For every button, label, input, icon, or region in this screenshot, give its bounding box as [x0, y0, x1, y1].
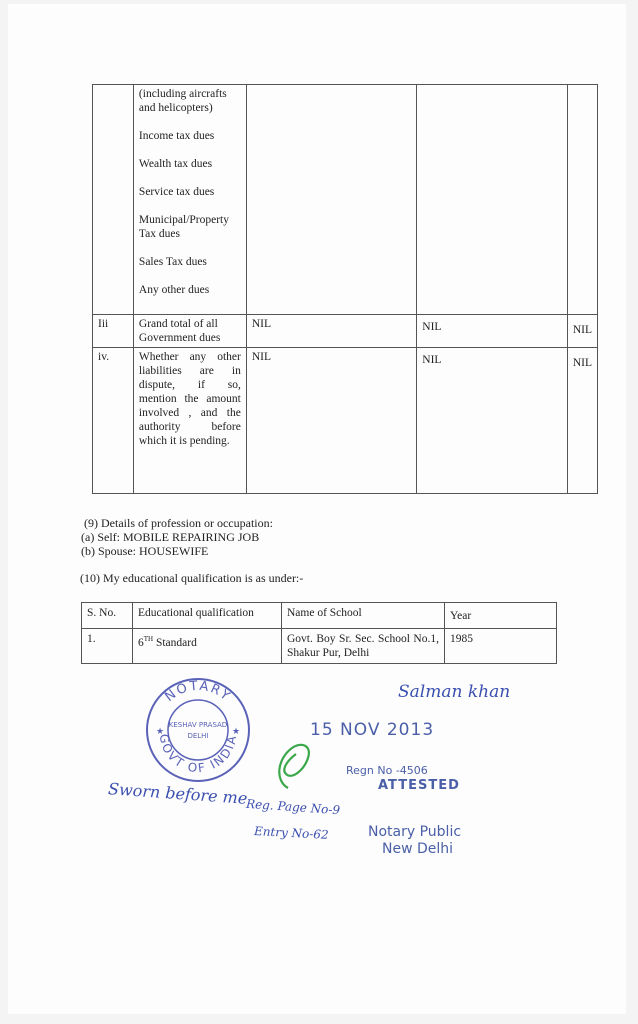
- column-header: Educational qualification: [133, 603, 282, 629]
- column-header: S. No.: [82, 603, 133, 629]
- row-description-cell: Whether any other liabilities are in dispute, if so, mention the amount involved , and the authority before which it is pending.: [133, 348, 246, 494]
- column-header: Year: [445, 603, 557, 629]
- register-entry-note: Entry No-62: [253, 824, 330, 842]
- notary-date-stamp: 15 NOV 2013: [310, 720, 435, 740]
- row-number-cell: iv.: [93, 348, 134, 494]
- svg-text:NOTARY: NOTARY: [162, 678, 234, 706]
- year-cell: 1985: [445, 629, 557, 664]
- column-header: Name of School: [282, 603, 445, 629]
- amount-cell: NIL: [567, 315, 597, 348]
- dues-list-cell: [133, 85, 246, 315]
- svg-text:GOVT OF INDIA: GOVT OF INDIA: [156, 732, 240, 776]
- amount-cell: [417, 85, 568, 315]
- notary-place: New Delhi: [382, 841, 454, 857]
- svg-text:KESHAV PRASAD: KESHAV PRASAD: [168, 721, 228, 729]
- serial-cell: 1.: [82, 629, 133, 664]
- notary-title: Notary Public: [368, 824, 462, 840]
- dues-item: Wealth tax dues: [138, 158, 213, 170]
- dues-item: Sales Tax dues: [138, 256, 207, 268]
- row-description-cell: Grand total of all Government dues: [133, 315, 246, 348]
- row-number-cell: Iii: [93, 315, 134, 348]
- table-header-row: [82, 603, 557, 629]
- sworn-statement: Sworn before me: [107, 779, 248, 808]
- qualification-text: Standard: [153, 636, 197, 649]
- registration-number: Regn No -4506: [346, 764, 428, 777]
- qualification-suffix: TH: [143, 635, 154, 643]
- liabilities-table: [92, 84, 598, 494]
- amount-cell: [567, 85, 597, 315]
- svg-text:DELHI: DELHI: [187, 732, 209, 740]
- education-heading: (10) My educational qualification is as under:-: [80, 571, 304, 585]
- amount-cell: NIL: [246, 348, 416, 494]
- education-table: [81, 602, 557, 664]
- register-page-note: Reg. Page No-9: [245, 796, 341, 818]
- amount-cell: NIL: [567, 348, 597, 494]
- amount-cell: NIL: [417, 315, 568, 348]
- profession-self: (a) Self: MOBILE REPAIRING JOB: [81, 530, 260, 544]
- table-row: [93, 85, 598, 315]
- dues-item: Municipal/Property Tax dues: [138, 214, 229, 240]
- dues-item: Any other dues: [138, 284, 210, 296]
- qualification-number: 6: [138, 636, 144, 649]
- profession-heading: (9) Details of profession or occupation:: [84, 516, 273, 530]
- dues-item: (including aircrafts and helicopters): [138, 88, 227, 114]
- dues-item: Income tax dues: [138, 130, 215, 142]
- svg-text:★: ★: [232, 726, 241, 736]
- row-number-cell: [93, 85, 134, 315]
- svg-text:★: ★: [156, 726, 165, 736]
- table-row: [82, 629, 557, 664]
- notary-seal-stamp: [144, 676, 252, 784]
- profession-spouse: (b) Spouse: HOUSEWIFE: [81, 544, 209, 558]
- signature: Salman khan: [398, 682, 511, 702]
- table-row: [93, 315, 598, 348]
- paper-clip-icon: [270, 738, 318, 794]
- amount-cell: NIL: [417, 348, 568, 494]
- attested-stamp: ATTESTED: [378, 778, 460, 793]
- amount-cell: [246, 85, 416, 315]
- amount-cell: NIL: [246, 315, 416, 348]
- document-page: [8, 4, 626, 1014]
- dues-item: Service tax dues: [138, 186, 215, 198]
- table-row: [93, 348, 598, 494]
- school-cell: Govt. Boy Sr. Sec. School No.1, Shakur Pur, Delhi: [282, 629, 445, 664]
- qualification-cell: [133, 629, 282, 664]
